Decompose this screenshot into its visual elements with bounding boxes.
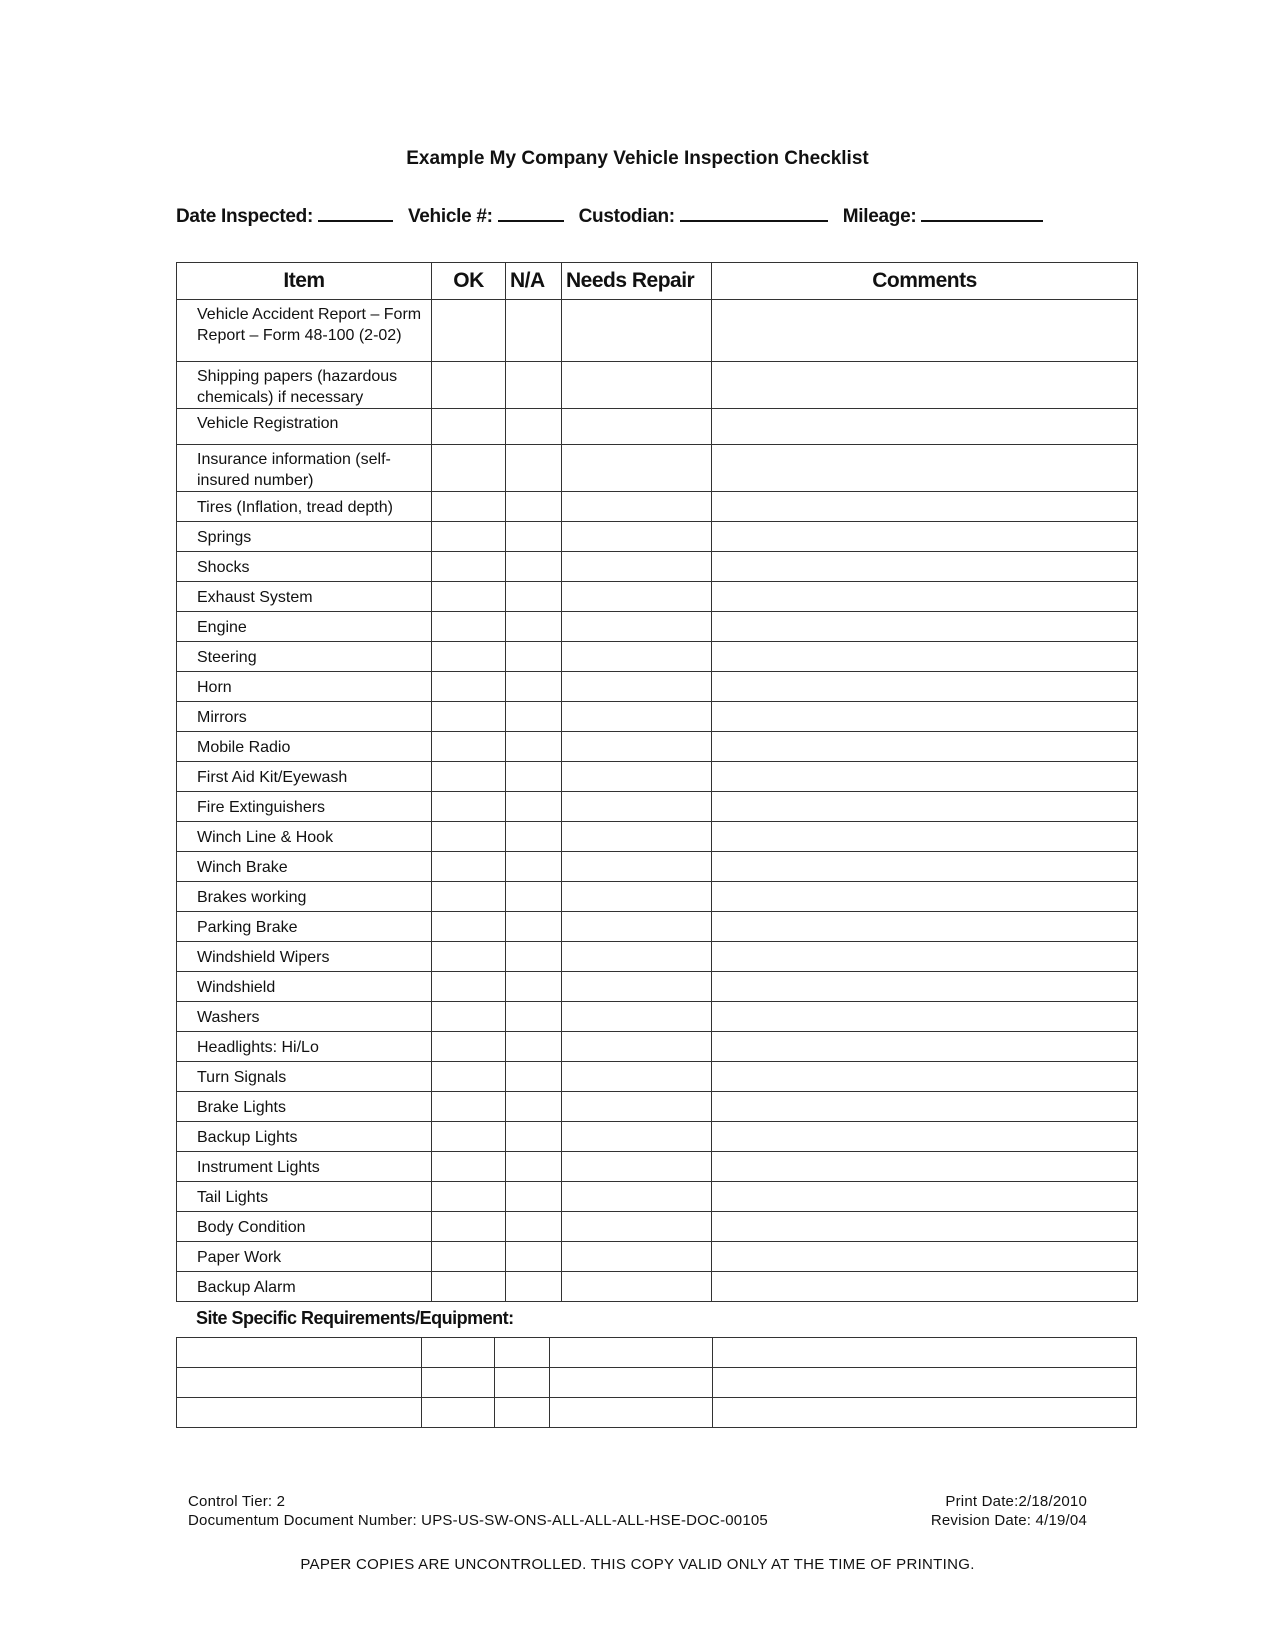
needs-repair-cell[interactable] [562, 972, 712, 1002]
site-cell[interactable] [177, 1338, 422, 1368]
mileage-blank[interactable] [921, 206, 1043, 222]
comments-cell[interactable] [712, 702, 1138, 732]
table-row [177, 552, 1138, 582]
needs-repair-cell[interactable] [562, 1122, 712, 1152]
site-cell[interactable] [422, 1338, 495, 1368]
needs-repair-cell[interactable] [562, 732, 712, 762]
na-cell[interactable] [506, 552, 562, 582]
na-cell[interactable] [506, 300, 562, 362]
na-cell[interactable] [506, 912, 562, 942]
ok-cell[interactable] [432, 300, 506, 362]
table-row [177, 1032, 1138, 1062]
item-label: First Aid Kit/Eyewash [177, 762, 432, 792]
na-cell[interactable] [506, 882, 562, 912]
needs-repair-cell[interactable] [562, 552, 712, 582]
na-cell[interactable] [506, 1032, 562, 1062]
table-row [177, 762, 1138, 792]
item-label: Vehicle Accident Report – Form Report – Form 48-100 (2-02) [177, 300, 432, 362]
comments-cell[interactable] [712, 1212, 1138, 1242]
item-label: Tires (Inflation, tread depth) [177, 492, 432, 522]
vehicle-number-field[interactable] [408, 206, 579, 227]
comments-cell[interactable] [712, 1122, 1138, 1152]
table-row [177, 702, 1138, 732]
item-label: Insurance information (self-insured number) [177, 445, 432, 492]
table-row [177, 445, 1138, 492]
document-number: Documentum Document Number: UPS-US-SW-ONS-ALL-ALL-ALL-HSE-DOC-00105 [188, 1512, 768, 1529]
item-label: Mobile Radio [177, 732, 432, 762]
item-label: Vehicle Registration [177, 409, 432, 445]
ok-cell[interactable] [432, 362, 506, 409]
ok-cell[interactable] [432, 612, 506, 642]
table-row [177, 1242, 1138, 1272]
ok-cell[interactable] [432, 1002, 506, 1032]
na-cell[interactable] [506, 1272, 562, 1302]
na-cell[interactable] [506, 492, 562, 522]
comments-cell[interactable] [712, 852, 1138, 882]
date-inspected-field[interactable] [176, 206, 408, 227]
item-label: Backup Lights [177, 1122, 432, 1152]
na-cell[interactable] [506, 409, 562, 445]
na-cell[interactable] [506, 1212, 562, 1242]
comments-cell[interactable] [712, 1032, 1138, 1062]
needs-repair-cell[interactable] [562, 612, 712, 642]
needs-repair-cell[interactable] [562, 1242, 712, 1272]
item-label: Tail Lights [177, 1182, 432, 1212]
site-cell[interactable] [550, 1398, 713, 1428]
header-comments: Comments [712, 263, 1138, 300]
site-cell[interactable] [550, 1368, 713, 1398]
ok-cell[interactable] [432, 522, 506, 552]
date-inspected-blank[interactable] [318, 206, 393, 222]
table-row [177, 1272, 1138, 1302]
comments-cell[interactable] [712, 1242, 1138, 1272]
ok-cell[interactable] [432, 1092, 506, 1122]
custodian-label: Custodian: [578, 206, 675, 227]
item-label: Brakes working [177, 882, 432, 912]
comments-cell[interactable] [712, 882, 1138, 912]
item-label: Parking Brake [177, 912, 432, 942]
na-cell[interactable] [506, 972, 562, 1002]
table-row [177, 942, 1138, 972]
ok-cell[interactable] [432, 582, 506, 612]
na-cell[interactable] [506, 822, 562, 852]
document-title: Example My Company Vehicle Inspection Checklist [406, 148, 869, 169]
ok-cell[interactable] [432, 642, 506, 672]
comments-cell[interactable] [712, 1152, 1138, 1182]
site-cell[interactable] [177, 1398, 422, 1428]
site-cell[interactable] [495, 1368, 550, 1398]
na-cell[interactable] [506, 1122, 562, 1152]
mileage-field[interactable] [843, 206, 1054, 227]
item-label: Shocks [177, 552, 432, 582]
ok-cell[interactable] [432, 912, 506, 942]
item-label: Engine [177, 612, 432, 642]
needs-repair-cell[interactable] [562, 492, 712, 522]
ok-cell[interactable] [432, 1212, 506, 1242]
item-label: Springs [177, 522, 432, 552]
na-cell[interactable] [506, 642, 562, 672]
site-cell[interactable] [422, 1368, 495, 1398]
item-label: Body Condition [177, 1212, 432, 1242]
site-cell[interactable] [713, 1368, 1137, 1398]
revision-date: Revision Date: 4/19/04 [930, 1512, 1087, 1529]
header-na: N/A [506, 263, 562, 300]
table-row [177, 1122, 1138, 1152]
needs-repair-cell[interactable] [562, 1062, 712, 1092]
mileage-label: Mileage: [842, 206, 917, 227]
item-label: Washers [177, 1002, 432, 1032]
na-cell[interactable] [506, 582, 562, 612]
comments-cell[interactable] [712, 445, 1138, 492]
table-row [177, 582, 1138, 612]
needs-repair-cell[interactable] [562, 1092, 712, 1122]
item-label: Mirrors [177, 702, 432, 732]
table-row [177, 1398, 1137, 1428]
table-row [177, 1182, 1138, 1212]
na-cell[interactable] [506, 1152, 562, 1182]
table-row [177, 1092, 1138, 1122]
comments-cell[interactable] [712, 912, 1138, 942]
header-ok: OK [432, 263, 506, 300]
needs-repair-cell[interactable] [562, 642, 712, 672]
vehicle-number-blank[interactable] [498, 206, 564, 222]
comments-cell[interactable] [712, 492, 1138, 522]
item-label: Headlights: Hi/Lo [177, 1032, 432, 1062]
table-row [177, 492, 1138, 522]
na-cell[interactable] [506, 1182, 562, 1212]
ok-cell[interactable] [432, 672, 506, 702]
custodian-blank[interactable] [680, 206, 828, 222]
item-label: Turn Signals [177, 1062, 432, 1092]
comments-cell[interactable] [712, 1062, 1138, 1092]
site-cell[interactable] [177, 1368, 422, 1398]
item-label: Windshield Wipers [177, 942, 432, 972]
na-cell[interactable] [506, 762, 562, 792]
comments-cell[interactable] [712, 762, 1138, 792]
table-header-row [177, 263, 1138, 300]
item-label: Backup Alarm [177, 1272, 432, 1302]
site-cell[interactable] [495, 1338, 550, 1368]
needs-repair-cell[interactable] [562, 822, 712, 852]
item-label: Steering [177, 642, 432, 672]
comments-cell[interactable] [712, 1272, 1138, 1302]
ok-cell[interactable] [432, 792, 506, 822]
needs-repair-cell[interactable] [562, 522, 712, 552]
na-cell[interactable] [506, 1062, 562, 1092]
needs-repair-cell[interactable] [562, 1272, 712, 1302]
custodian-field[interactable] [579, 206, 843, 227]
ok-cell[interactable] [432, 882, 506, 912]
table-row [177, 792, 1138, 822]
na-cell[interactable] [506, 732, 562, 762]
na-cell[interactable] [506, 1002, 562, 1032]
table-row [177, 672, 1138, 702]
site-cell[interactable] [495, 1398, 550, 1428]
table-row [177, 912, 1138, 942]
comments-cell[interactable] [712, 972, 1138, 1002]
table-row [177, 300, 1138, 362]
comments-cell[interactable] [712, 792, 1138, 822]
comments-cell[interactable] [712, 552, 1138, 582]
needs-repair-cell[interactable] [562, 362, 712, 409]
ok-cell[interactable] [432, 822, 506, 852]
print-date: Print Date:2/18/2010 [945, 1493, 1087, 1510]
ok-cell[interactable] [432, 1032, 506, 1062]
item-label: Exhaust System [177, 582, 432, 612]
ok-cell[interactable] [432, 552, 506, 582]
ok-cell[interactable] [432, 702, 506, 732]
site-cell[interactable] [422, 1398, 495, 1428]
needs-repair-cell[interactable] [562, 852, 712, 882]
comments-cell[interactable] [712, 409, 1138, 445]
vehicle-number-label: Vehicle #: [407, 206, 493, 227]
na-cell[interactable] [506, 702, 562, 732]
site-cell[interactable] [713, 1398, 1137, 1428]
ok-cell[interactable] [432, 1152, 506, 1182]
na-cell[interactable] [506, 1242, 562, 1272]
needs-repair-cell[interactable] [562, 1032, 712, 1062]
ok-cell[interactable] [432, 972, 506, 1002]
needs-repair-cell[interactable] [562, 702, 712, 732]
needs-repair-cell[interactable] [562, 300, 712, 362]
na-cell[interactable] [506, 612, 562, 642]
comments-cell[interactable] [712, 642, 1138, 672]
needs-repair-cell[interactable] [562, 1212, 712, 1242]
header-fields [176, 206, 1053, 228]
na-cell[interactable] [506, 672, 562, 702]
table-row [177, 522, 1138, 552]
na-cell[interactable] [506, 792, 562, 822]
ok-cell[interactable] [432, 445, 506, 492]
needs-repair-cell[interactable] [562, 1182, 712, 1212]
ok-cell[interactable] [432, 732, 506, 762]
table-row [177, 1062, 1138, 1092]
ok-cell[interactable] [432, 1182, 506, 1212]
date-inspected-label: Date Inspected: [176, 206, 313, 227]
na-cell[interactable] [506, 445, 562, 492]
na-cell[interactable] [506, 522, 562, 552]
item-label: Paper Work [177, 1242, 432, 1272]
site-cell[interactable] [713, 1338, 1137, 1368]
disclaimer: PAPER COPIES ARE UNCONTROLLED. THIS COPY VALID ONLY AT THE TIME OF PRINTING. [300, 1556, 975, 1573]
needs-repair-cell[interactable] [562, 762, 712, 792]
ok-cell[interactable] [432, 1122, 506, 1152]
comments-cell[interactable] [712, 1182, 1138, 1212]
header-item: Item [177, 263, 432, 300]
table-row [177, 822, 1138, 852]
ok-cell[interactable] [432, 1062, 506, 1092]
needs-repair-cell[interactable] [562, 882, 712, 912]
needs-repair-cell[interactable] [562, 672, 712, 702]
comments-cell[interactable] [712, 362, 1138, 409]
na-cell[interactable] [506, 942, 562, 972]
inspection-table-body [177, 300, 1138, 1302]
table-row [177, 882, 1138, 912]
footer-right [931, 1492, 1087, 1530]
header-needs-repair: Needs Repair [562, 263, 712, 300]
needs-repair-cell[interactable] [562, 792, 712, 822]
item-label: Horn [177, 672, 432, 702]
comments-cell[interactable] [712, 732, 1138, 762]
ok-cell[interactable] [432, 409, 506, 445]
item-label: Brake Lights [177, 1092, 432, 1122]
item-label: Winch Brake [177, 852, 432, 882]
comments-cell[interactable] [712, 1092, 1138, 1122]
comments-cell[interactable] [712, 612, 1138, 642]
control-tier: Control Tier: 2 [188, 1493, 286, 1510]
item-label: Instrument Lights [177, 1152, 432, 1182]
table-row [177, 1368, 1137, 1398]
needs-repair-cell[interactable] [562, 1152, 712, 1182]
ok-cell[interactable] [432, 1242, 506, 1272]
comments-cell[interactable] [712, 942, 1138, 972]
ok-cell[interactable] [432, 852, 506, 882]
comments-cell[interactable] [712, 582, 1138, 612]
table-row [177, 642, 1138, 672]
table-row [177, 852, 1138, 882]
needs-repair-cell[interactable] [562, 409, 712, 445]
site-requirements-heading: Site Specific Requirements/Equipment: [196, 1308, 514, 1328]
needs-repair-cell[interactable] [562, 912, 712, 942]
item-label: Fire Extinguishers [177, 792, 432, 822]
inspection-table [176, 262, 1138, 1302]
table-row [177, 1152, 1138, 1182]
na-cell[interactable] [506, 852, 562, 882]
comments-cell[interactable] [712, 1002, 1138, 1032]
item-label: Shipping papers (hazardous chemicals) if necessary [177, 362, 432, 409]
table-row [177, 1002, 1138, 1032]
needs-repair-cell[interactable] [562, 1002, 712, 1032]
footer-left [188, 1492, 768, 1530]
table-row [177, 1338, 1137, 1368]
ok-cell[interactable] [432, 762, 506, 792]
table-row [177, 732, 1138, 762]
needs-repair-cell[interactable] [562, 942, 712, 972]
table-row [177, 1212, 1138, 1242]
ok-cell[interactable] [432, 1272, 506, 1302]
comments-cell[interactable] [712, 300, 1138, 362]
table-row [177, 972, 1138, 1002]
item-label: Winch Line & Hook [177, 822, 432, 852]
table-row [177, 362, 1138, 409]
item-label: Windshield [177, 972, 432, 1002]
na-cell[interactable] [506, 1092, 562, 1122]
na-cell[interactable] [506, 362, 562, 409]
comments-cell[interactable] [712, 822, 1138, 852]
needs-repair-cell[interactable] [562, 582, 712, 612]
table-row [177, 612, 1138, 642]
comments-cell[interactable] [712, 522, 1138, 552]
ok-cell[interactable] [432, 492, 506, 522]
comments-cell[interactable] [712, 672, 1138, 702]
site-cell[interactable] [550, 1338, 713, 1368]
needs-repair-cell[interactable] [562, 445, 712, 492]
site-requirements-table [176, 1337, 1137, 1428]
table-row [177, 409, 1138, 445]
ok-cell[interactable] [432, 942, 506, 972]
